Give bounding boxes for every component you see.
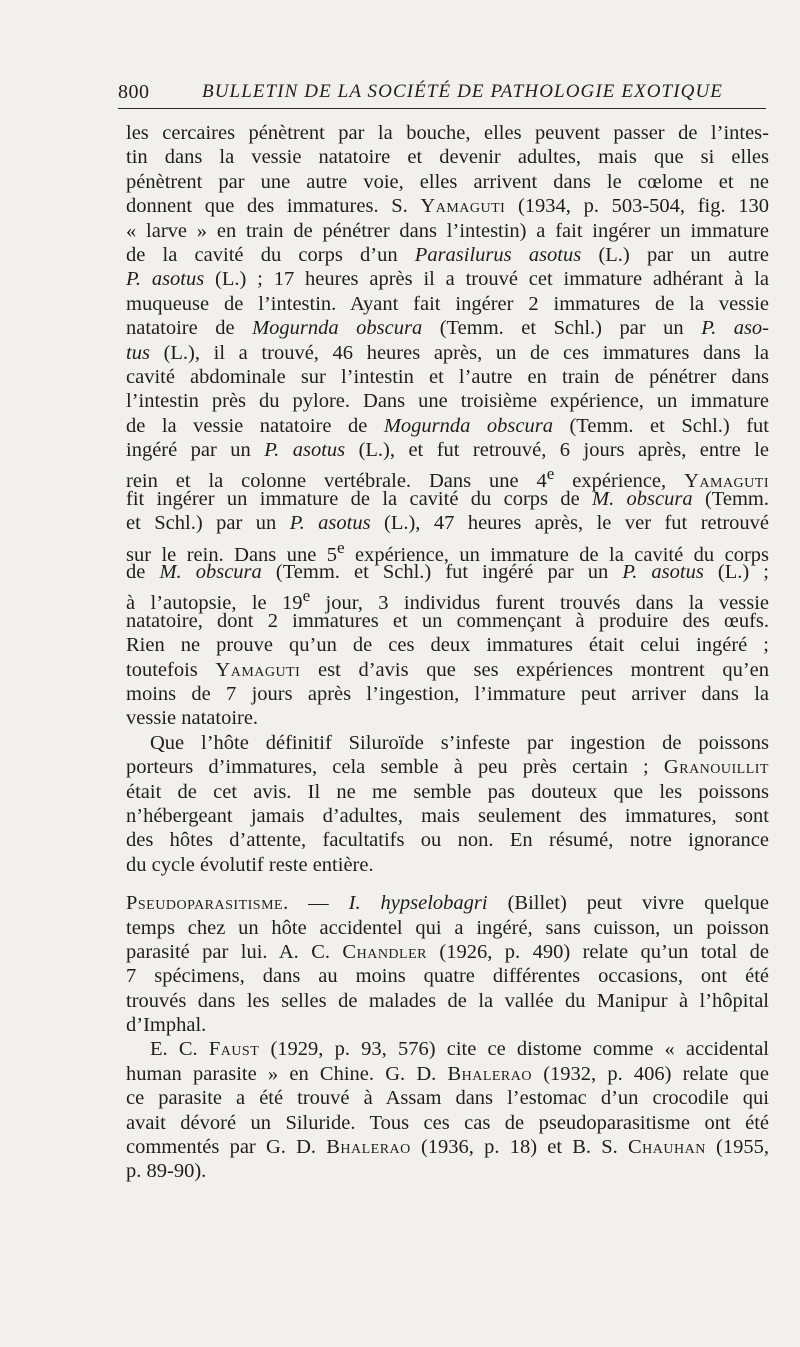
text-line: muqueuse de l’intestin. Ayant fait ingérer 2 immatures de la vessie: [126, 292, 769, 315]
text-line: p. 89-90).: [126, 1160, 207, 1183]
text-line: de la vessie natatoire de Mogurnda obscura (Temm. et Schl.) fut: [126, 414, 769, 437]
text-line: de M. obscura (Temm. et Schl.) fut ingéré par un P. asotus (L.) ;: [126, 561, 769, 584]
text-line: sur le rein. Dans une 5e expérience, un immature de la cavité du corps: [126, 537, 769, 566]
section-gap: [126, 877, 769, 891]
text-line: était de cet avis. Il ne me semble pas douteux que les poissons: [126, 780, 769, 803]
text-line: à l’autopsie, le 19e jour, 3 individus furent trouvés dans la vessie: [126, 586, 769, 615]
text-line: Pseudoparasitisme. — I. hypselobagri (Billet) peut vivre quelque: [126, 892, 769, 915]
running-title: BULLETIN DE LA SOCIÉTÉ DE PATHOLOGIE EXOTIQUE: [202, 81, 724, 102]
text-line: fit ingérer un immature de la cavité du corps de M. obscura (Temm.: [126, 487, 769, 510]
text-line: trouvés dans les selles de malades de la vallée du Manipur à l’hôpital: [126, 989, 769, 1012]
text-line: E. C. Faust (1929, p. 93, 576) cite ce distome comme « accidental: [150, 1038, 769, 1061]
text-line: l’intestin près du pylore. Dans une troisième expérience, un immature: [126, 390, 769, 413]
paragraph: [126, 121, 769, 731]
paragraph: [126, 891, 769, 1037]
text-line: les cercaires pénètrent par la bouche, elles peuvent passer de l’intes-: [126, 122, 769, 144]
text-line: 7 spécimens, dans au moins quatre différentes occasions, ont été: [126, 965, 769, 988]
text-line: natatoire, dont 2 immatures et un commençant à produire des œufs.: [126, 609, 769, 632]
text-line: parasité par lui. A. C. Chandler (1926, p. 490) relate qu’un total de: [126, 940, 770, 963]
text-line: Que l’hôte définitif Siluroïde s’infeste par ingestion de poissons: [150, 731, 769, 754]
text-line: P. asotus (L.) ; 17 heures après il a trouvé cet immature adhérant à la: [126, 268, 769, 291]
text-line: temps chez un hôte accidentel qui a ingéré, sans cuisson, un poisson: [126, 916, 769, 939]
text-line: tus (L.), il a trouvé, 46 heures après, un de ces immatures dans la: [126, 341, 769, 364]
text-line: rein et la colonne vertébrale. Dans une 4e expérience, Yamaguti: [126, 464, 769, 493]
text-line: human parasite » en Chine. G. D. Bhalerao (1932, p. 406) relate que: [126, 1062, 769, 1085]
text-line: et Schl.) par un P. asotus (L.), 47 heures après, le ver fut retrouvé: [126, 512, 770, 535]
text-line: Rien ne prouve qu’un de ces deux immatures était celui ingéré ;: [126, 634, 769, 657]
header-rule: [118, 108, 766, 109]
text-line: porteurs d’immatures, cela semble à peu près certain ; Granouillit: [126, 756, 769, 779]
text-line: moins de 7 jours après l’ingestion, l’immature peut arriver dans la: [126, 682, 769, 705]
body-text: [126, 121, 769, 1184]
text-line: pénètrent par une autre voie, elles arrivent dans le cœlome et ne: [126, 170, 769, 193]
text-line: d’Imphal.: [126, 1014, 207, 1037]
text-line: donnent que des immatures. S. Yamaguti (1934, p. 503-504, fig. 130: [126, 195, 769, 218]
running-header: [118, 79, 766, 109]
text-line: avait dévoré un Siluride. Tous ces cas de pseudoparasitisme ont été: [126, 1111, 769, 1134]
text-line: ingéré par un P. asotus (L.), et fut retrouvé, 6 jours après, entre le: [126, 439, 769, 462]
text-line: tin dans la vessie natatoire et devenir adultes, mais que si elles: [126, 146, 769, 169]
text-line: des hôtes d’attente, facultatifs ou non. En résumé, notre ignorance: [126, 829, 769, 852]
text-line: vessie natatoire.: [126, 707, 259, 730]
text-line: « larve » en train de pénétrer dans l’intestin) a fait ingérer un immature: [126, 219, 769, 242]
text-line: commentés par G. D. Bhalerao (1936, p. 18) et B. S. Chauhan (1955,: [126, 1136, 769, 1159]
text-line: toutefois Yamaguti est d’avis que ses expériences montrent qu’en: [126, 658, 769, 681]
paragraph: [126, 1037, 769, 1183]
paragraph: [126, 731, 769, 877]
text-line: natatoire de Mogurnda obscura (Temm. et Schl.) par un P. aso-: [126, 317, 770, 340]
text-line: du cycle évolutif reste entière.: [126, 853, 374, 876]
text-line: cavité abdominale sur l’intestin et l’autre en train de pénétrer dans: [126, 365, 769, 388]
text-line: de la cavité du corps d’un Parasilurus asotus (L.) par un autre: [126, 243, 769, 266]
page-number: 800: [118, 81, 150, 103]
text-line: ce parasite a été trouvé à Assam dans l’estomac d’un crocodile qui: [126, 1087, 769, 1110]
text-line: n’hébergeant jamais d’adultes, mais seulement des immatures, sont: [126, 804, 769, 827]
